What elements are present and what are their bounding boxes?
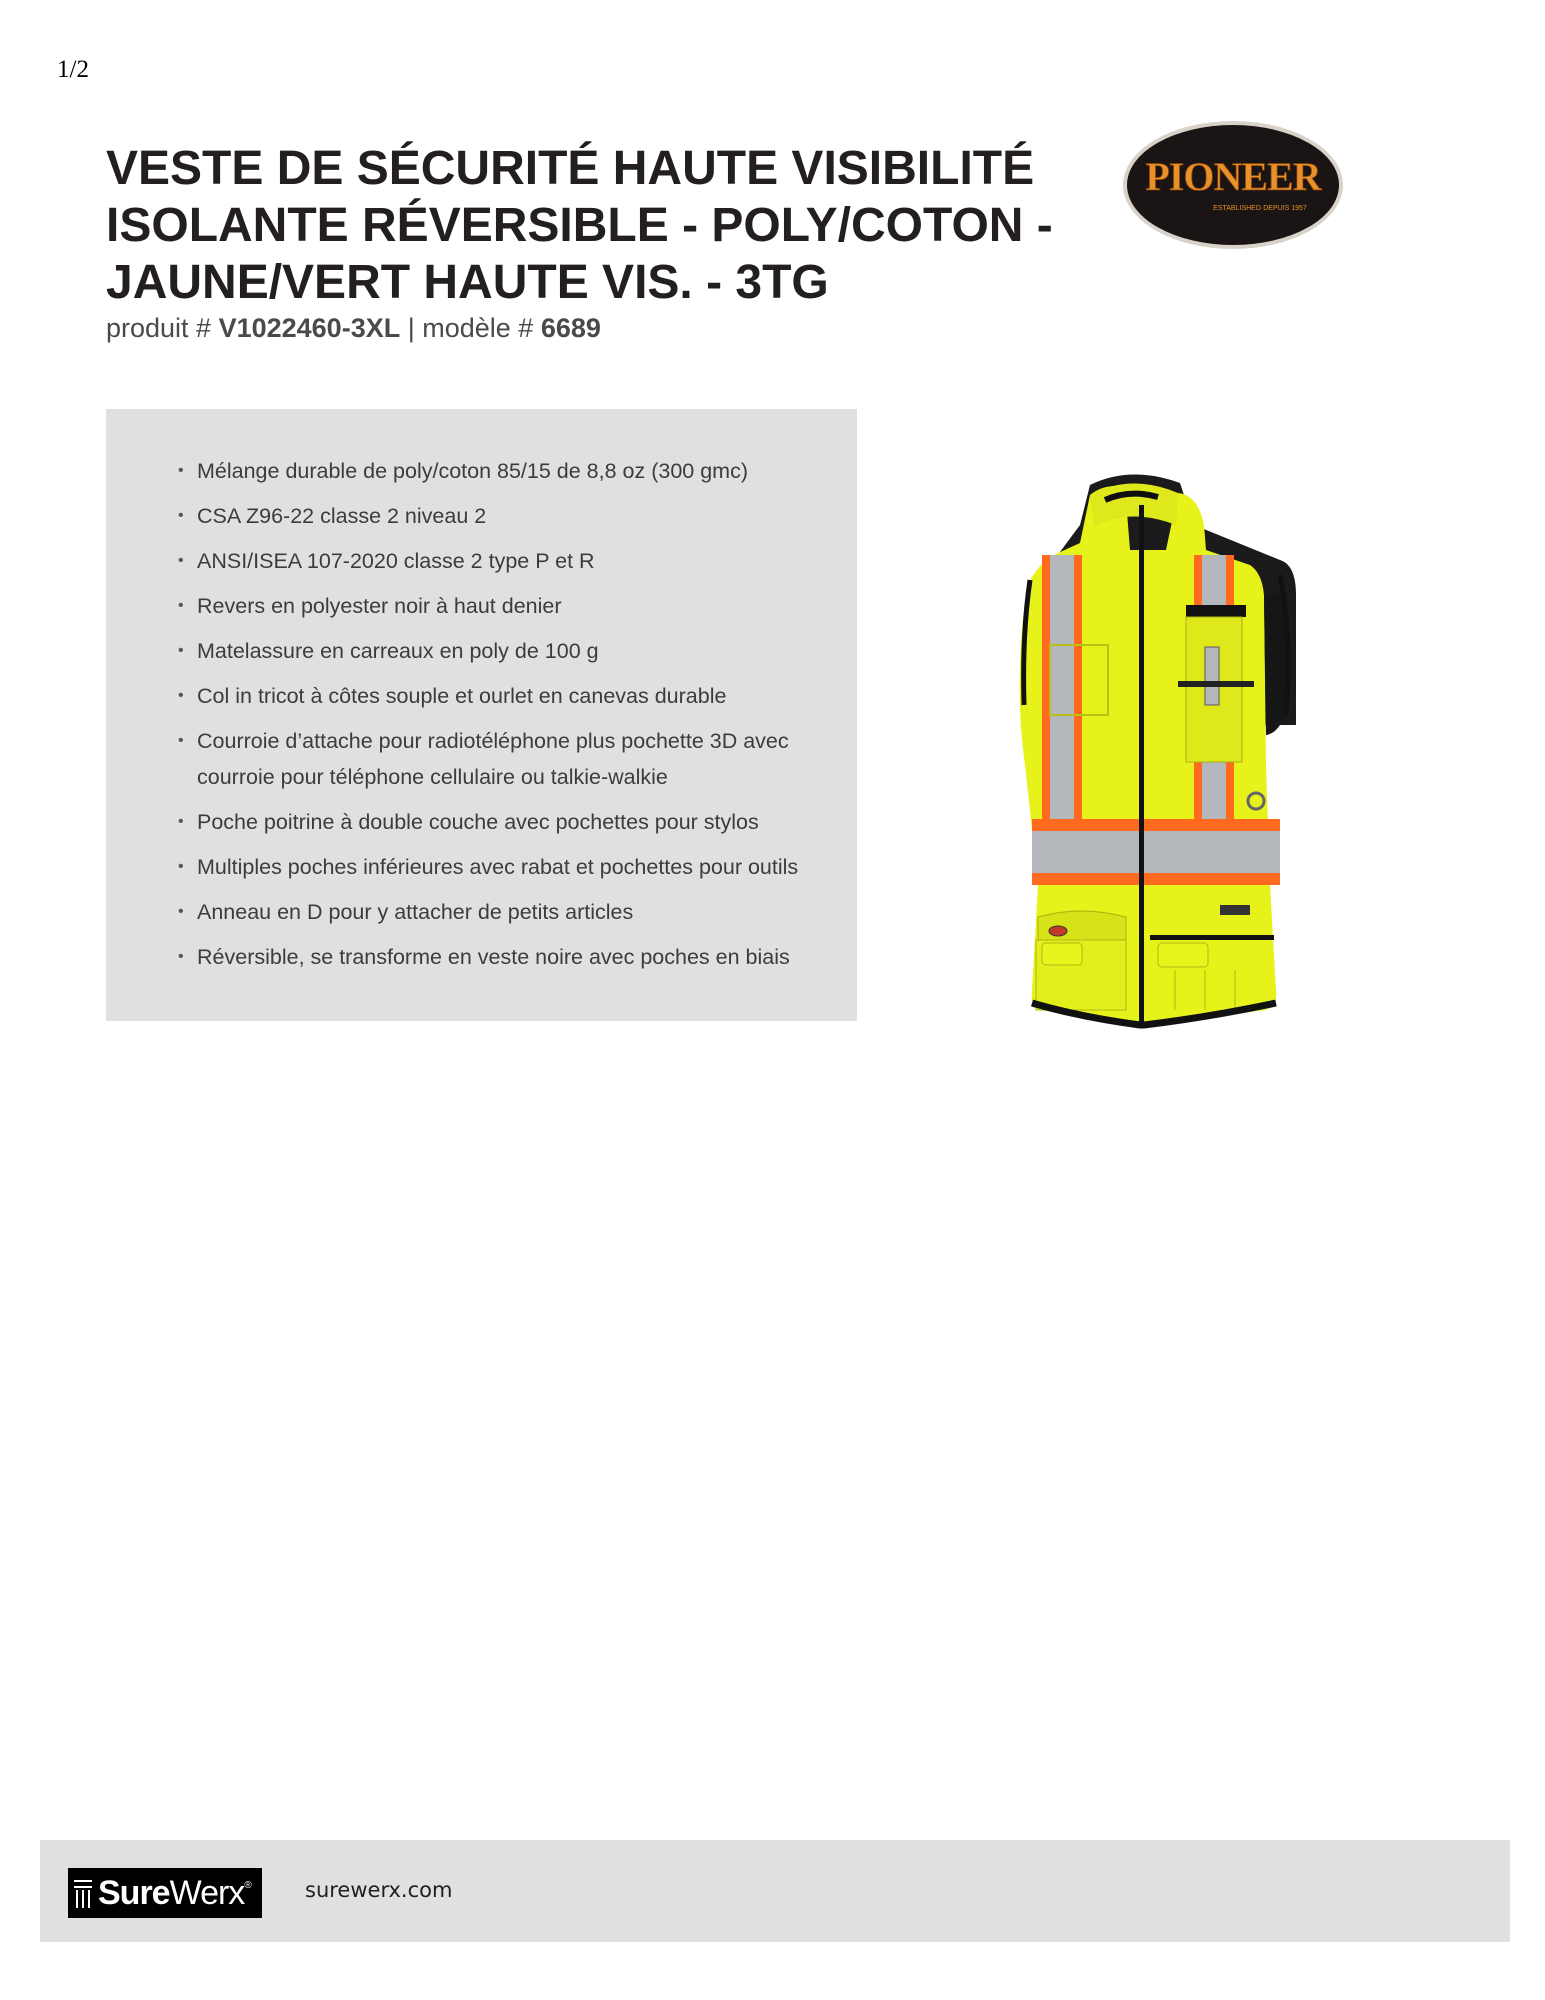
identifier-separator: | bbox=[400, 313, 423, 343]
feature-item: • Poche poitrine à double couche avec pochettes pour stylos bbox=[178, 804, 838, 840]
feature-item: • Réversible, se transforme en veste noire avec poches en biais bbox=[178, 939, 838, 975]
feature-item: • CSA Z96-22 classe 2 niveau 2 bbox=[178, 498, 838, 534]
pioneer-wordmark: PIONEER bbox=[1145, 154, 1321, 199]
feature-item: • Revers en polyester noir à haut denier bbox=[178, 588, 838, 624]
surewerx-logo bbox=[68, 1868, 262, 1918]
features-panel bbox=[106, 409, 857, 1021]
page-number: 1/2 bbox=[57, 56, 89, 83]
feature-item: • Col in tricot à côtes souple et ourlet en canevas durable bbox=[178, 678, 838, 714]
hi-vis-vest-image bbox=[980, 465, 1340, 1030]
feature-item: • Matelassure en carreaux en poly de 100 g bbox=[178, 633, 838, 669]
model-number: 6689 bbox=[540, 313, 601, 343]
feature-item: • ANSI/ISEA 107-2020 classe 2 type P et R bbox=[178, 543, 838, 579]
feature-item: • Multiples poches inférieures avec rabat et pochettes pour outils bbox=[178, 849, 838, 885]
pioneer-logo bbox=[1120, 118, 1346, 252]
feature-item: • Mélange durable de poly/coton 85/15 de 8,8 oz (300 gmc) bbox=[178, 453, 838, 489]
feature-item: • Anneau en D pour y attacher de petits articles bbox=[178, 894, 838, 930]
features-list bbox=[178, 453, 838, 984]
feature-item: • Courroie d’attache pour radiotéléphone plus pochette 3D avec courroie pour téléphone cellulaire ou talkie-walkie bbox=[178, 723, 838, 795]
surewerx-mark-icon bbox=[68, 1868, 98, 1918]
surewerx-wordmark bbox=[98, 1868, 244, 1918]
registered-mark: ® bbox=[244, 1880, 252, 1891]
product-title: VESTE DE SÉCURITÉ HAUTE VISIBILITÉ ISOLANTE RÉVERSIBLE - POLY/COTON - JAUNE/VERT HAUTE VIS. - 3TG bbox=[106, 142, 1053, 309]
footer bbox=[40, 1840, 1510, 1942]
footer-url: surewerx.com bbox=[305, 1878, 453, 1902]
product-identifiers bbox=[106, 313, 601, 344]
product-number: V1022460-3XL bbox=[218, 313, 401, 343]
model-label: modèle # bbox=[422, 313, 541, 343]
product-label: produit # bbox=[106, 313, 219, 343]
surewerx-wordmark-sure: Sure bbox=[98, 1874, 170, 1912]
pioneer-tagline: ESTABLISHED·DEPUIS 1957 bbox=[1213, 205, 1307, 212]
surewerx-wordmark-werx: Werx bbox=[169, 1874, 245, 1912]
